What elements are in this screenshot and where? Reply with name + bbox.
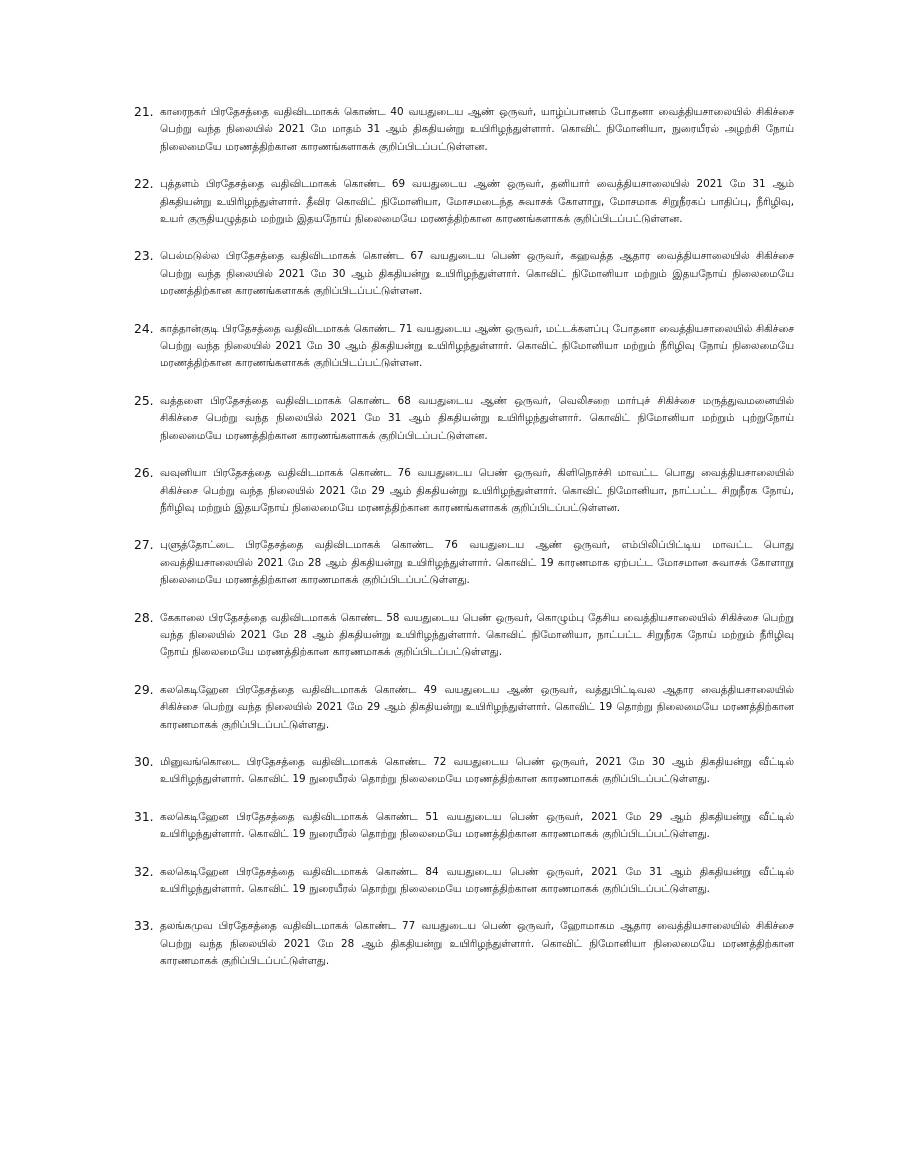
item-number: 31. [134, 809, 154, 824]
list-item [134, 465, 794, 517]
list-item [134, 537, 794, 589]
item-text: காத்தான்குடி பிரதேசத்தை வதிவிடமாகக் கொண்ட 71 வயதுடைய ஆண் ஒருவர், மட்டக்களப்பு போதனா வைத்தியசாலையில் சிகிச்சை பெற்று வந்த நிலையில் 2021 மே 30 ஆம் திகதியன்று உயிரிழந்துள்ளார். கொவிட் நிமோனியா மற்றும் நீரிழிவு நோய் நிலைமையே மரணத்திற்கான காரணங்களாகக் குறிப்பிடப்பட்டுள்ளன. [160, 322, 794, 370]
item-text: வத்தளை பிரதேசத்தை வதிவிடமாகக் கொண்ட 68 வயதுடைய ஆண் ஒருவர், வெலிசறை மார்புச் சிகிச்சை மருத்துவமனையில் சிகிச்சை பெற்று வந்த நிலையில் 2021 மே 31 ஆம் திகதியன்று உயிரிழந்துள்ளார். கொவிட் நிமோனியா மற்றும் புற்றுநோய் நிலைமையே மரணத்திற்கான காரணங்களாகக் குறிப்பிடப்பட்டுள்ளன. [160, 394, 794, 442]
list-item [134, 918, 794, 970]
item-text: புளுத்தோட்டை பிரதேசத்தை வதிவிடமாகக் கொண்ட 76 வயதுடைய ஆண் ஒருவர், எம்பிலிப்பிட்டிய மாவட்ட பொது வைத்தியசாலையில் 2021 மே 28 ஆம் திகதியன்று உயிரிழந்துள்ளார். கொவிட் 19 காரணமாக ஏற்பட்ட மோசமான சுவாசக் கோளாறு நிலைமையே மரணத்திற்கான காரணமாகக் குறிப்பிடப்பட்டுள்ளது. [160, 539, 794, 587]
item-number: 26. [134, 466, 154, 481]
item-text: வவுனியா பிரதேசத்தை வதிவிடமாகக் கொண்ட 76 வயதுடைய பெண் ஒருவர், கிளிநொச்சி மாவட்ட பொது வைத்தியசாலையில் சிகிச்சை பெற்று வந்த நிலையில் 2021 மே 29 ஆம் திகதியன்று உயிரிழந்துள்ளார். கொவிட் நிமோனியா, நாட்பட்ட சிறுநீரக நோய், நீரிழிவு மற்றும் இதயநோய் நிலைமையே மரணத்திற்கான காரணங்களாகக் குறிப்பிடப்பட்டுள்ளன. [160, 467, 794, 514]
list-item [134, 682, 794, 734]
item-number: 29. [134, 682, 154, 697]
item-number: 21. [134, 105, 154, 119]
item-text: கலகெடிஹேன பிரதேசத்தை வதிவிடமாகக் கொண்ட 49 வயதுடைய ஆண் ஒருவர், வத்துபிட்டிவல ஆதார வைத்தியசாலையில் சிகிச்சை பெற்று வந்த நிலையில் 2021 மே 29 ஆம் திகதியன்று உயிரிழந்துள்ளார். கொவிட் 19 தொற்று நிலைமையே மரணத்திற்கான காரணமாகக் குறிப்பிடப்பட்டுள்ளது. [160, 683, 794, 731]
list-item [134, 104, 794, 156]
item-number: 24. [134, 321, 154, 336]
numbered-list [134, 104, 794, 991]
item-number: 23. [134, 249, 154, 264]
item-text: கலகெடிஹேன பிரதேசத்தை வதிவிடமாகக் கொண்ட 84 வயதுடைய பெண் ஒருவர், 2021 மே 31 ஆம் திகதியன்று வீட்டில் உயிரிழந்துள்ளார். கொவிட் 19 நுரையீரல் தொற்று நிலைமையே மரணத்திற்கான காரணமாகக் குறிப்பிடப்பட்டுள்ளது. [160, 865, 794, 895]
list-item [134, 321, 794, 373]
item-text: கலகெடிஹேன பிரதேசத்தை வதிவிடமாகக் கொண்ட 51 வயதுடைய பெண் ஒருவர், 2021 மே 29 ஆம் திகதியன்று வீட்டில் உயிரிழந்துள்ளார். கொவிட் 19 நுரையீரல் தொற்று நிலைமையே மரணத்திற்கான காரணமாகக் குறிப்பிடப்பட்டுள்ளது. [160, 810, 794, 841]
item-number: 25. [134, 393, 154, 408]
item-text: கேகாலை பிரதேசத்தை வதிவிடமாகக் கொண்ட 58 வயதுடைய பெண் ஒருவர், கொழும்பு தேசிய வைத்தியசாலையில் சிகிச்சை பெற்று வந்த நிலையில் 2021 மே 28 ஆம் திகதியன்று உயிரிழந்துள்ளார். கொவிட் நிமோனியா, நாட்பட்ட சிறுநீரக நோய் மற்றும் நீரிழிவு நோய் நிலைமையே மரணத்திற்கான காரணமாகக் குறிப்பிடப்பட்டுள்ளது. [160, 611, 794, 659]
item-number: 27. [134, 538, 154, 553]
list-item [134, 248, 794, 300]
list-item [134, 176, 794, 228]
list-item [134, 610, 794, 662]
item-text: பெல்மடுல்ல பிரதேசத்தை வதிவிடமாகக் கொண்ட 67 வயதுடைய பெண் ஒருவர், கஹவத்த ஆதார வைத்தியசாலையில் சிகிச்சை பெற்று வந்த நிலையில் 2021 மே 30 ஆம் திகதியன்று உயிரிழந்துள்ளார். கொவிட் நிமோனியா மற்றும் இதயநோய் நிலைமையே மரணத்திற்கான காரணங்களாகக் குறிப்பிடப்பட்டுள்ளன. [160, 250, 794, 298]
item-number: 30. [134, 754, 154, 769]
list-item [134, 809, 794, 844]
item-number: 28. [134, 610, 154, 625]
item-text: மினுவங்கொடை பிரதேசத்தை வதிவிடமாகக் கொண்ட 72 வயதுடைய பெண் ஒருவர், 2021 மே 30 ஆம் திகதியன்று வீட்டில் உயிரிழந்துள்ளார். கொவிட் 19 நுரையீரல் தொற்று நிலைமையே மரணத்திற்கான காரணமாகக் குறிப்பிடப்பட்டுள்ளது. [160, 755, 794, 786]
item-text: புத்தளம் பிரதேசத்தை வதிவிடமாகக் கொண்ட 69 வயதுடைய ஆண் ஒருவர், தனியார் வைத்தியசாலையில் 2021 மே 31 ஆம் திகதியன்று உயிரிழந்துள்ளார். தீவிர கொவிட் நிமோனியா, மோசமடைந்த சுவாசக் கோளாறு, மோசமாக சிறுநீரகப் பாதிப்பு, நீரிழிவு, உயர் குருதியழுத்தம் மற்றும் இதயநோய் நிலைமையே மரணத்திற்கான காரணங்களாகக் குறிப்பிடப்பட்டுள்ளன. [160, 178, 794, 226]
item-text: தலங்கமுவ பிரதேசத்தை வதிவிடமாகக் கொண்ட 77 வயதுடைய பெண் ஒருவர், ஹோமாகம ஆதார வைத்தியசாலையில் சிகிச்சை பெற்று வந்த நிலையில் 2021 மே 28 ஆம் திகதியன்று உயிரிழந்துள்ளார். கொவிட் நிமோனியா நிலைமையே மரணத்திற்கான காரணமாகக் குறிப்பிடப்பட்டுள்ளது. [160, 920, 794, 968]
list-item [134, 754, 794, 789]
item-number: 33. [134, 919, 154, 934]
item-number: 32. [134, 864, 154, 879]
item-text: காரைநகர் பிரதேசத்தை வதிவிடமாகக் கொண்ட 40 வயதுடைய ஆண் ஒருவர், யாழ்ப்பாணம் போதனா வைத்தியசாலையில் சிகிச்சை பெற்று வந்த நிலையில் 2021 மே மாதம் 31 ஆம் திகதியன்று உயிரிழந்துள்ளார். கொவிட் நிமோனியா, நுரையீரல் அழற்சி நோய் நிலைமையே மரணத்திற்கான காரணங்களாகக் குறிப்பிடப்பட்டுள்ளன. [160, 106, 794, 153]
list-item [134, 864, 794, 899]
list-item [134, 393, 794, 445]
item-number: 22. [134, 177, 154, 192]
